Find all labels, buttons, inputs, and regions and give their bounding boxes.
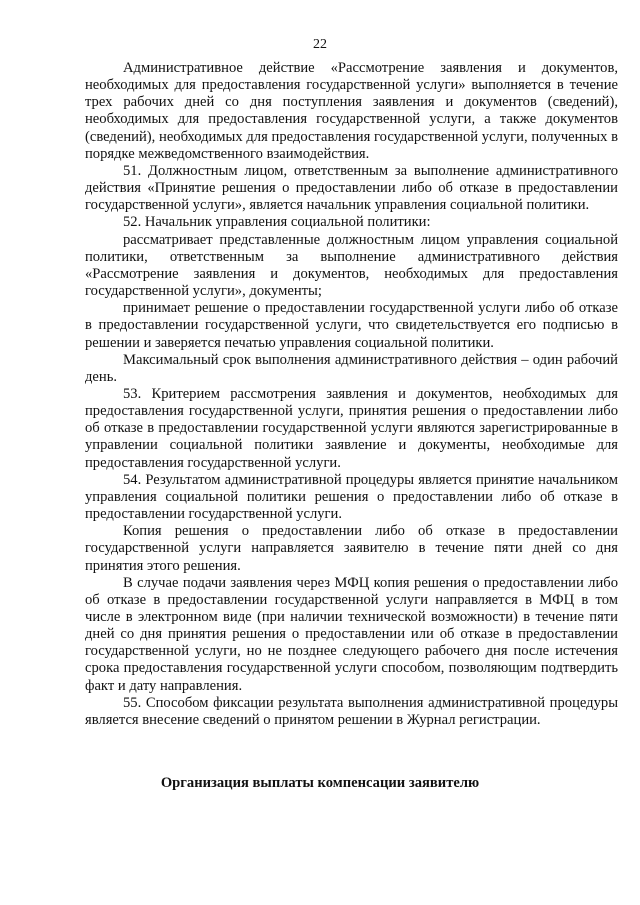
paragraph-55: 55. Способом фиксации результата выполнения административной процедуры является внесение сведений о принятом решении в Журнал регистрации. <box>85 694 618 728</box>
page-number: 22 <box>313 37 327 52</box>
paragraph-51: 51. Должностным лицом, ответственным за выполнение административного действия «Принятие решения о предоставлении либо об отказе в предоставлении государственной услуги», является начальник управления социальной политики. <box>85 162 618 214</box>
section-heading: Организация выплаты компенсации заявителю <box>160 775 480 791</box>
paragraph-52-considers: рассматривает представленные должностным лицом управления социальной политики, ответственным за выполнение административного действия «Рассмотрение заявления и документов, необходимых для предоставления государственной услуги», документы; <box>85 231 618 300</box>
paragraph-mfc: В случае подачи заявления через МФЦ копия решения о предоставлении либо об отказе в предоставлении государственной услуги направляется в МФЦ в том числе в электронном виде (при наличии технической возможности) в течение пяти дней со дня принятия решения о предоставлении или об отказе в предоставлении государственной услуги, но не позднее следующего рабочего дня после истечения срока предоставления государственной услуги способом, позволяющим подтвердить факт и дату направления. <box>85 574 618 694</box>
paragraph-52: 52. Начальник управления социальной политики: <box>123 214 431 231</box>
paragraph-53: 53. Критерием рассмотрения заявления и документов, необходимых для предоставления государственной услуги, принятия решения о предоставлении либо об отказе в предоставлении государственной услуги являются зарегистрированные в управлении социальной политики заявление и документы, необходимые для предоставления государственной услуги. <box>85 385 618 471</box>
paragraph-52-decides: принимает решение о предоставлении государственной услуги либо об отказе в предоставлении государственной услуги, что свидетельствуется его подписью в решении и заверяется печатью управления социальной политики. <box>85 300 618 351</box>
document-body <box>85 60 618 729</box>
paragraph-admin-action: Административное действие «Рассмотрение заявления и документов, необходимых для предоставления государственной услуги» выполняется в течение трех рабочих дней со дня поступления заявления и документов (сведений), необходимых для предоставления государственной услуги, а также документов (сведений), необходимых для предоставления государственной услуги, полученных в порядке межведомственного взаимодействия. <box>85 60 618 162</box>
paragraph-decision-copy: Копия решения о предоставлении либо об отказе в предоставлении государственной услуги направляется заявителю в течение пяти дней со дня принятия этого решения. <box>85 523 618 574</box>
paragraph-max-term: Максимальный срок выполнения административного действия – один рабочий день. <box>85 351 618 385</box>
paragraph-54: 54. Результатом административной процедуры является принятие начальником управления социальной политики решения о предоставлении либо об отказе в предоставлении государственной услуги. <box>85 471 618 523</box>
